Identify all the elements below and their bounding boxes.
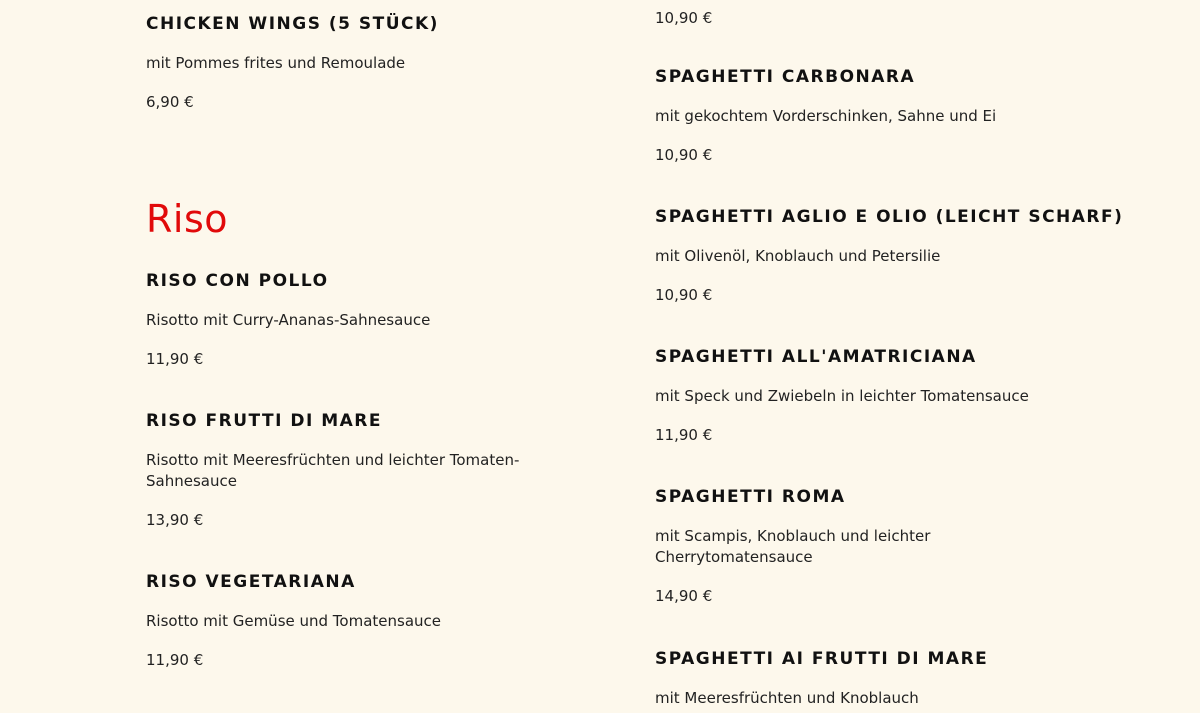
menu-item-name: RISO VEGETARIANA	[146, 572, 356, 592]
menu-item-price: 6,90 €	[146, 93, 194, 111]
menu-item-name: SPAGHETTI ROMA	[655, 487, 846, 507]
menu-item-riso-con-pollo	[146, 270, 566, 370]
menu-item-name: RISO FRUTTI DI MARE	[146, 411, 382, 431]
menu-item-price: 10,90 €	[655, 146, 713, 164]
menu-item-spaghetti-aglio-e-olio	[655, 206, 1124, 306]
menu-item-spaghetti-amatriciana	[655, 346, 1075, 446]
menu-item-price: 13,90 €	[146, 511, 204, 529]
menu-item-description: mit Pommes frites und Remoulade	[146, 54, 406, 72]
menu-item-price: 14,90 €	[655, 587, 713, 605]
menu-item-name: SPAGHETTI AGLIO E OLIO (LEICHT SCHARF)	[655, 207, 1124, 227]
menu-item-price: 11,90 €	[146, 651, 204, 669]
menu-item-riso-vegetariana	[146, 571, 566, 671]
menu-item-description: mit Meeresfrüchten und Knoblauch	[655, 689, 919, 707]
menu-item-name: SPAGHETTI ALL'AMATRICIANA	[655, 347, 977, 367]
menu-item-chicken-wings	[146, 13, 566, 113]
menu-item-description: Risotto mit Gemüse und Tomatensauce	[146, 612, 442, 630]
menu-item-name: CHICKEN WINGS (5 STÜCK)	[146, 14, 439, 34]
menu-item-price: 10,90 €	[655, 9, 713, 27]
menu-item-description: Risotto mit Curry-Ananas-Sahnesauce	[146, 311, 431, 329]
menu-item-name: RISO CON POLLO	[146, 271, 329, 291]
menu-item-price: 11,90 €	[655, 426, 713, 444]
menu-item-riso-frutti-di-mare	[146, 410, 566, 531]
menu-item-spaghetti-carbonara	[655, 66, 1075, 166]
menu-item-price: 11,90 €	[146, 350, 204, 368]
menu-item-description: Risotto mit Meeresfrüchten und leichter Tomaten-Sahnesauce	[146, 451, 520, 490]
menu-item-price: 10,90 €	[655, 286, 713, 304]
menu-item-spaghetti-frutti-di-mare	[655, 648, 1075, 709]
menu-item-spaghetti-roma	[655, 486, 1075, 607]
menu-item-name: SPAGHETTI CARBONARA	[655, 67, 916, 87]
menu-item-description: mit Scampis, Knoblauch und leichter Cherrytomatensauce	[655, 527, 931, 566]
menu-item-name: SPAGHETTI AI FRUTTI DI MARE	[655, 649, 989, 669]
menu-item-description: mit Olivenöl, Knoblauch und Petersilie	[655, 247, 941, 265]
section-title-riso: Riso	[146, 197, 229, 241]
menu-item-description: mit gekochtem Vorderschinken, Sahne und Ei	[655, 107, 997, 125]
menu-item-description: mit Speck und Zwiebeln in leichter Tomatensauce	[655, 387, 1029, 405]
